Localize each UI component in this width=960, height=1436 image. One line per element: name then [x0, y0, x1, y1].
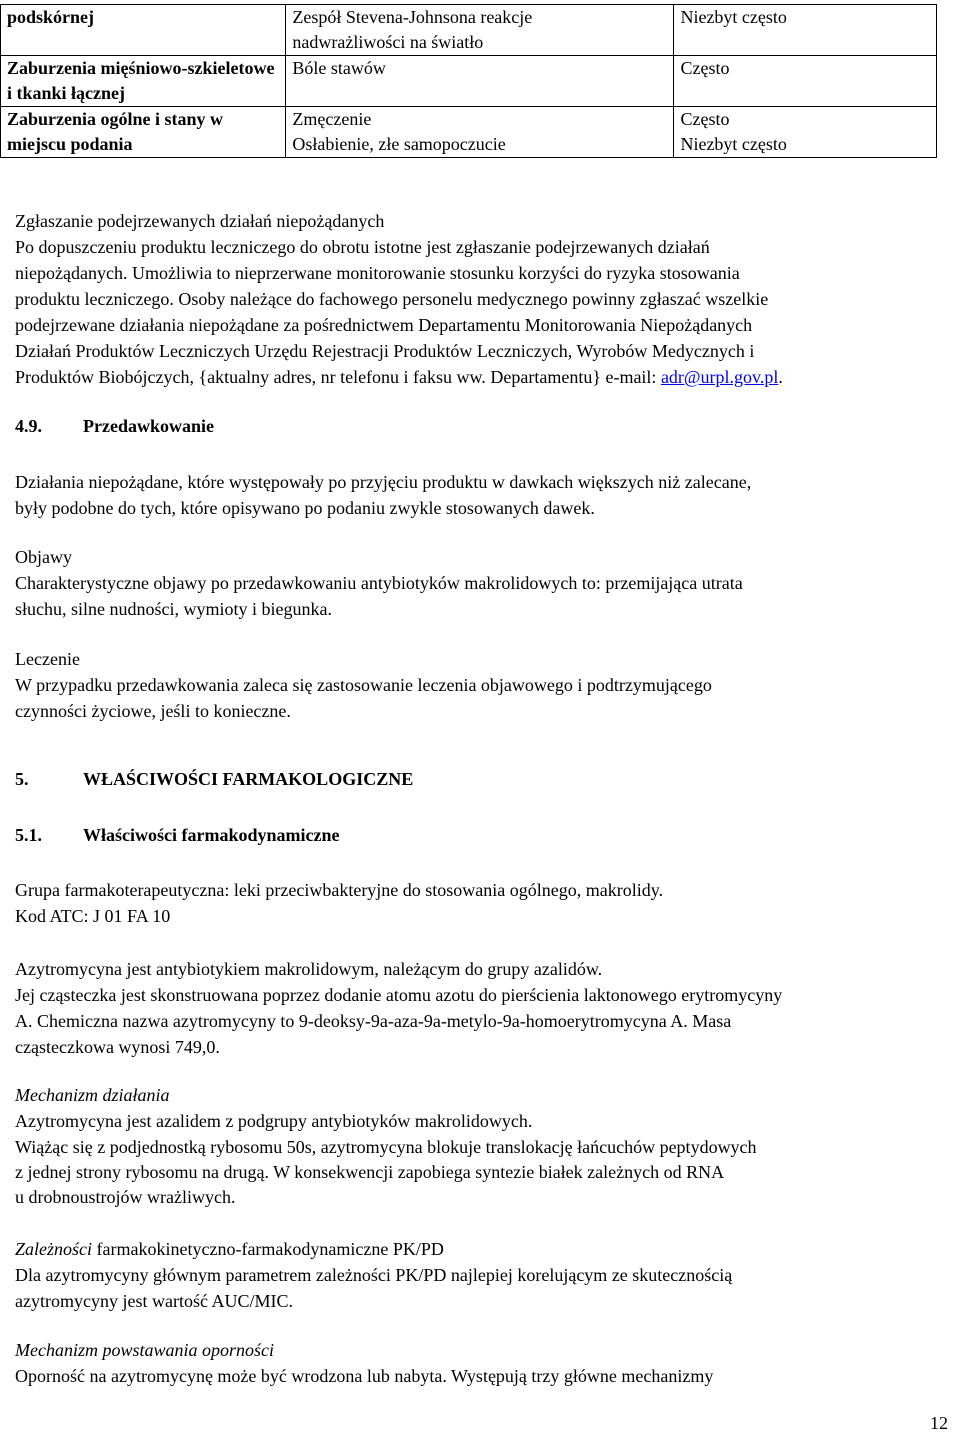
reporting-text-line: Działań Produktów Leczniczych Urzędu Rejestracji Produktów Leczniczych, Wyrobów Medycznych i: [15, 341, 755, 361]
mechanism-text-line: u drobnoustrojów wrażliwych.: [15, 1187, 236, 1207]
overdose-text-line: były podobne do tych, które opisywano po podaniu zwykle stosowanych dawek.: [15, 498, 595, 518]
section-title: WŁAŚCIWOŚCI FARMAKOLOGICZNE: [83, 769, 414, 789]
organ-class-cell: Zaburzenia ogólne i stany w miejscu podania: [1, 107, 286, 158]
pkpd-text-line: Dla azytromycyny głównym parametrem zależności PK/PD najlepiej korelującym ze skutecznością: [15, 1265, 733, 1285]
reporting-contact-text: Produktów Biobójczych, {aktualny adres, nr telefonu i faksu ww. Departamentu} e-mail:: [15, 367, 661, 387]
adverse-effects-table: [0, 4, 937, 158]
effect-line: Bóle stawów: [292, 58, 386, 78]
section-heading-4-9: [15, 414, 214, 439]
symptoms-text-line: Charakterystyczne objawy po przedawkowaniu antybiotyków makrolidowych to: przemijająca utrata: [15, 573, 743, 593]
table-row: [1, 56, 937, 107]
frequency-line: Często: [680, 58, 730, 78]
section-title: Przedawkowanie: [83, 416, 214, 436]
effect-cell: [286, 56, 674, 107]
frequency-cell: [674, 107, 937, 158]
effect-line: nadwrażliwości na światło: [292, 32, 484, 52]
description-line: Jej cząsteczka jest skonstruowana poprzez dodanie atomu azotu do pierścienia laktonowego erytromycyny: [15, 985, 783, 1005]
overdose-text-line: Działania niepożądane, które występowały po przyjęciu produktu w dawkach większych niż zalecane,: [15, 472, 752, 492]
section-heading-5: [15, 767, 413, 792]
table-row: [1, 107, 937, 158]
treatment-text-line: W przypadku przedawkowania zaleca się zastosowanie leczenia objawowego i podtrzymującego: [15, 675, 712, 695]
reporting-text-line: Po dopuszczeniu produktu leczniczego do obrotu istotne jest zgłaszanie podejrzewanych działań: [15, 237, 710, 257]
section-number: 5.1.: [15, 825, 42, 845]
pkpd-heading-rest: farmakokinetyczno-farmakodynamiczne PK/PD: [92, 1239, 444, 1259]
frequency-line: Niezbyt często: [680, 134, 787, 154]
frequency-cell: [674, 5, 937, 56]
mechanism-text-line: z jednej strony rybosomu na drugą. W konsekwencji zapobiega syntezie białek zależnych od RNA: [15, 1162, 725, 1182]
resistance-text-line: Oporność na azytromycynę może być wrodzona lub nabyta. Występują trzy główne mechanizmy: [15, 1366, 714, 1386]
punctuation: .: [778, 367, 783, 387]
page-number: 12: [930, 1413, 948, 1433]
reporting-heading: Zgłaszanie podejrzewanych działań niepożądanych: [15, 211, 385, 231]
reporting-text-line: produktu leczniczego. Osoby należące do fachowego personelu medycznego powinny zgłaszać wszelkie: [15, 289, 769, 309]
section-number: 5.: [15, 769, 29, 789]
effect-line: Osłabienie, złe samopoczucie: [292, 134, 506, 154]
pkpd-text-line: azytromycyny jest wartość AUC/MIC.: [15, 1291, 293, 1311]
effect-cell: [286, 5, 674, 56]
section-title: Właściwości farmakodynamiczne: [83, 825, 340, 845]
pkpd-heading-italic: Zależności: [15, 1239, 93, 1259]
mechanism-text-line: Azytromycyna jest azalidem z podgrupy antybiotyków makrolidowych.: [15, 1111, 533, 1131]
table-row: [1, 5, 937, 56]
reporting-text-line: podejrzewane działania niepożądane za pośrednictwem Departamentu Monitorowania Niepożądanych: [15, 315, 753, 335]
reporting-contact-line: [15, 365, 783, 390]
description-line: A. Chemiczna nazwa azytromycyny to 9-deoksy-9a-aza-9a-metylo-9a-homoerytromycyna A. Masa: [15, 1011, 732, 1031]
description-line: Azytromycyna jest antybiotykiem makrolidowym, należącym do grupy azalidów.: [15, 959, 603, 979]
mechanism-heading: Mechanizm działania: [15, 1085, 170, 1105]
effect-line: Zmęczenie: [292, 109, 372, 129]
pkpd-heading: [15, 1237, 444, 1262]
atc-code: Kod ATC: J 01 FA 10: [15, 906, 171, 926]
frequency-line: Często: [680, 109, 730, 129]
symptoms-heading: Objawy: [15, 547, 72, 567]
mechanism-text-line: Wiążąc się z podjednostką rybosomu 50s, azytromycyna blokuje translokację łańcuchów peptydowych: [15, 1137, 757, 1157]
treatment-heading: Leczenie: [15, 649, 80, 669]
email-link[interactable]: adr@urpl.gov.pl: [660, 367, 779, 387]
treatment-text-line: czynności życiowe, jeśli to konieczne.: [15, 701, 291, 721]
pharmacotherapeutic-group: Grupa farmakoterapeutyczna: leki przeciwbakteryjne do stosowania ogólnego, makrolidy.: [15, 880, 664, 900]
effect-cell: [286, 107, 674, 158]
section-number: 4.9.: [15, 416, 42, 436]
description-line: cząsteczkowa wynosi 749,0.: [15, 1037, 220, 1057]
organ-class-cell: Zaburzenia mięśniowo-szkieletowe i tkanki łącznej: [1, 56, 286, 107]
frequency-cell: [674, 56, 937, 107]
organ-class-cell: podskórnej: [1, 5, 286, 56]
section-heading-5-1: [15, 823, 339, 848]
reporting-text-line: niepożądanych. Umożliwia to nieprzerwane monitorowanie stosunku korzyści do ryzyka stosowania: [15, 263, 740, 283]
resistance-heading: Mechanizm powstawania oporności: [15, 1340, 274, 1360]
frequency-line: Niezbyt często: [680, 7, 787, 27]
symptoms-text-line: słuchu, silne nudności, wymioty i biegunka.: [15, 599, 332, 619]
effect-line: Zespół Stevena-Johnsona reakcje: [292, 7, 533, 27]
